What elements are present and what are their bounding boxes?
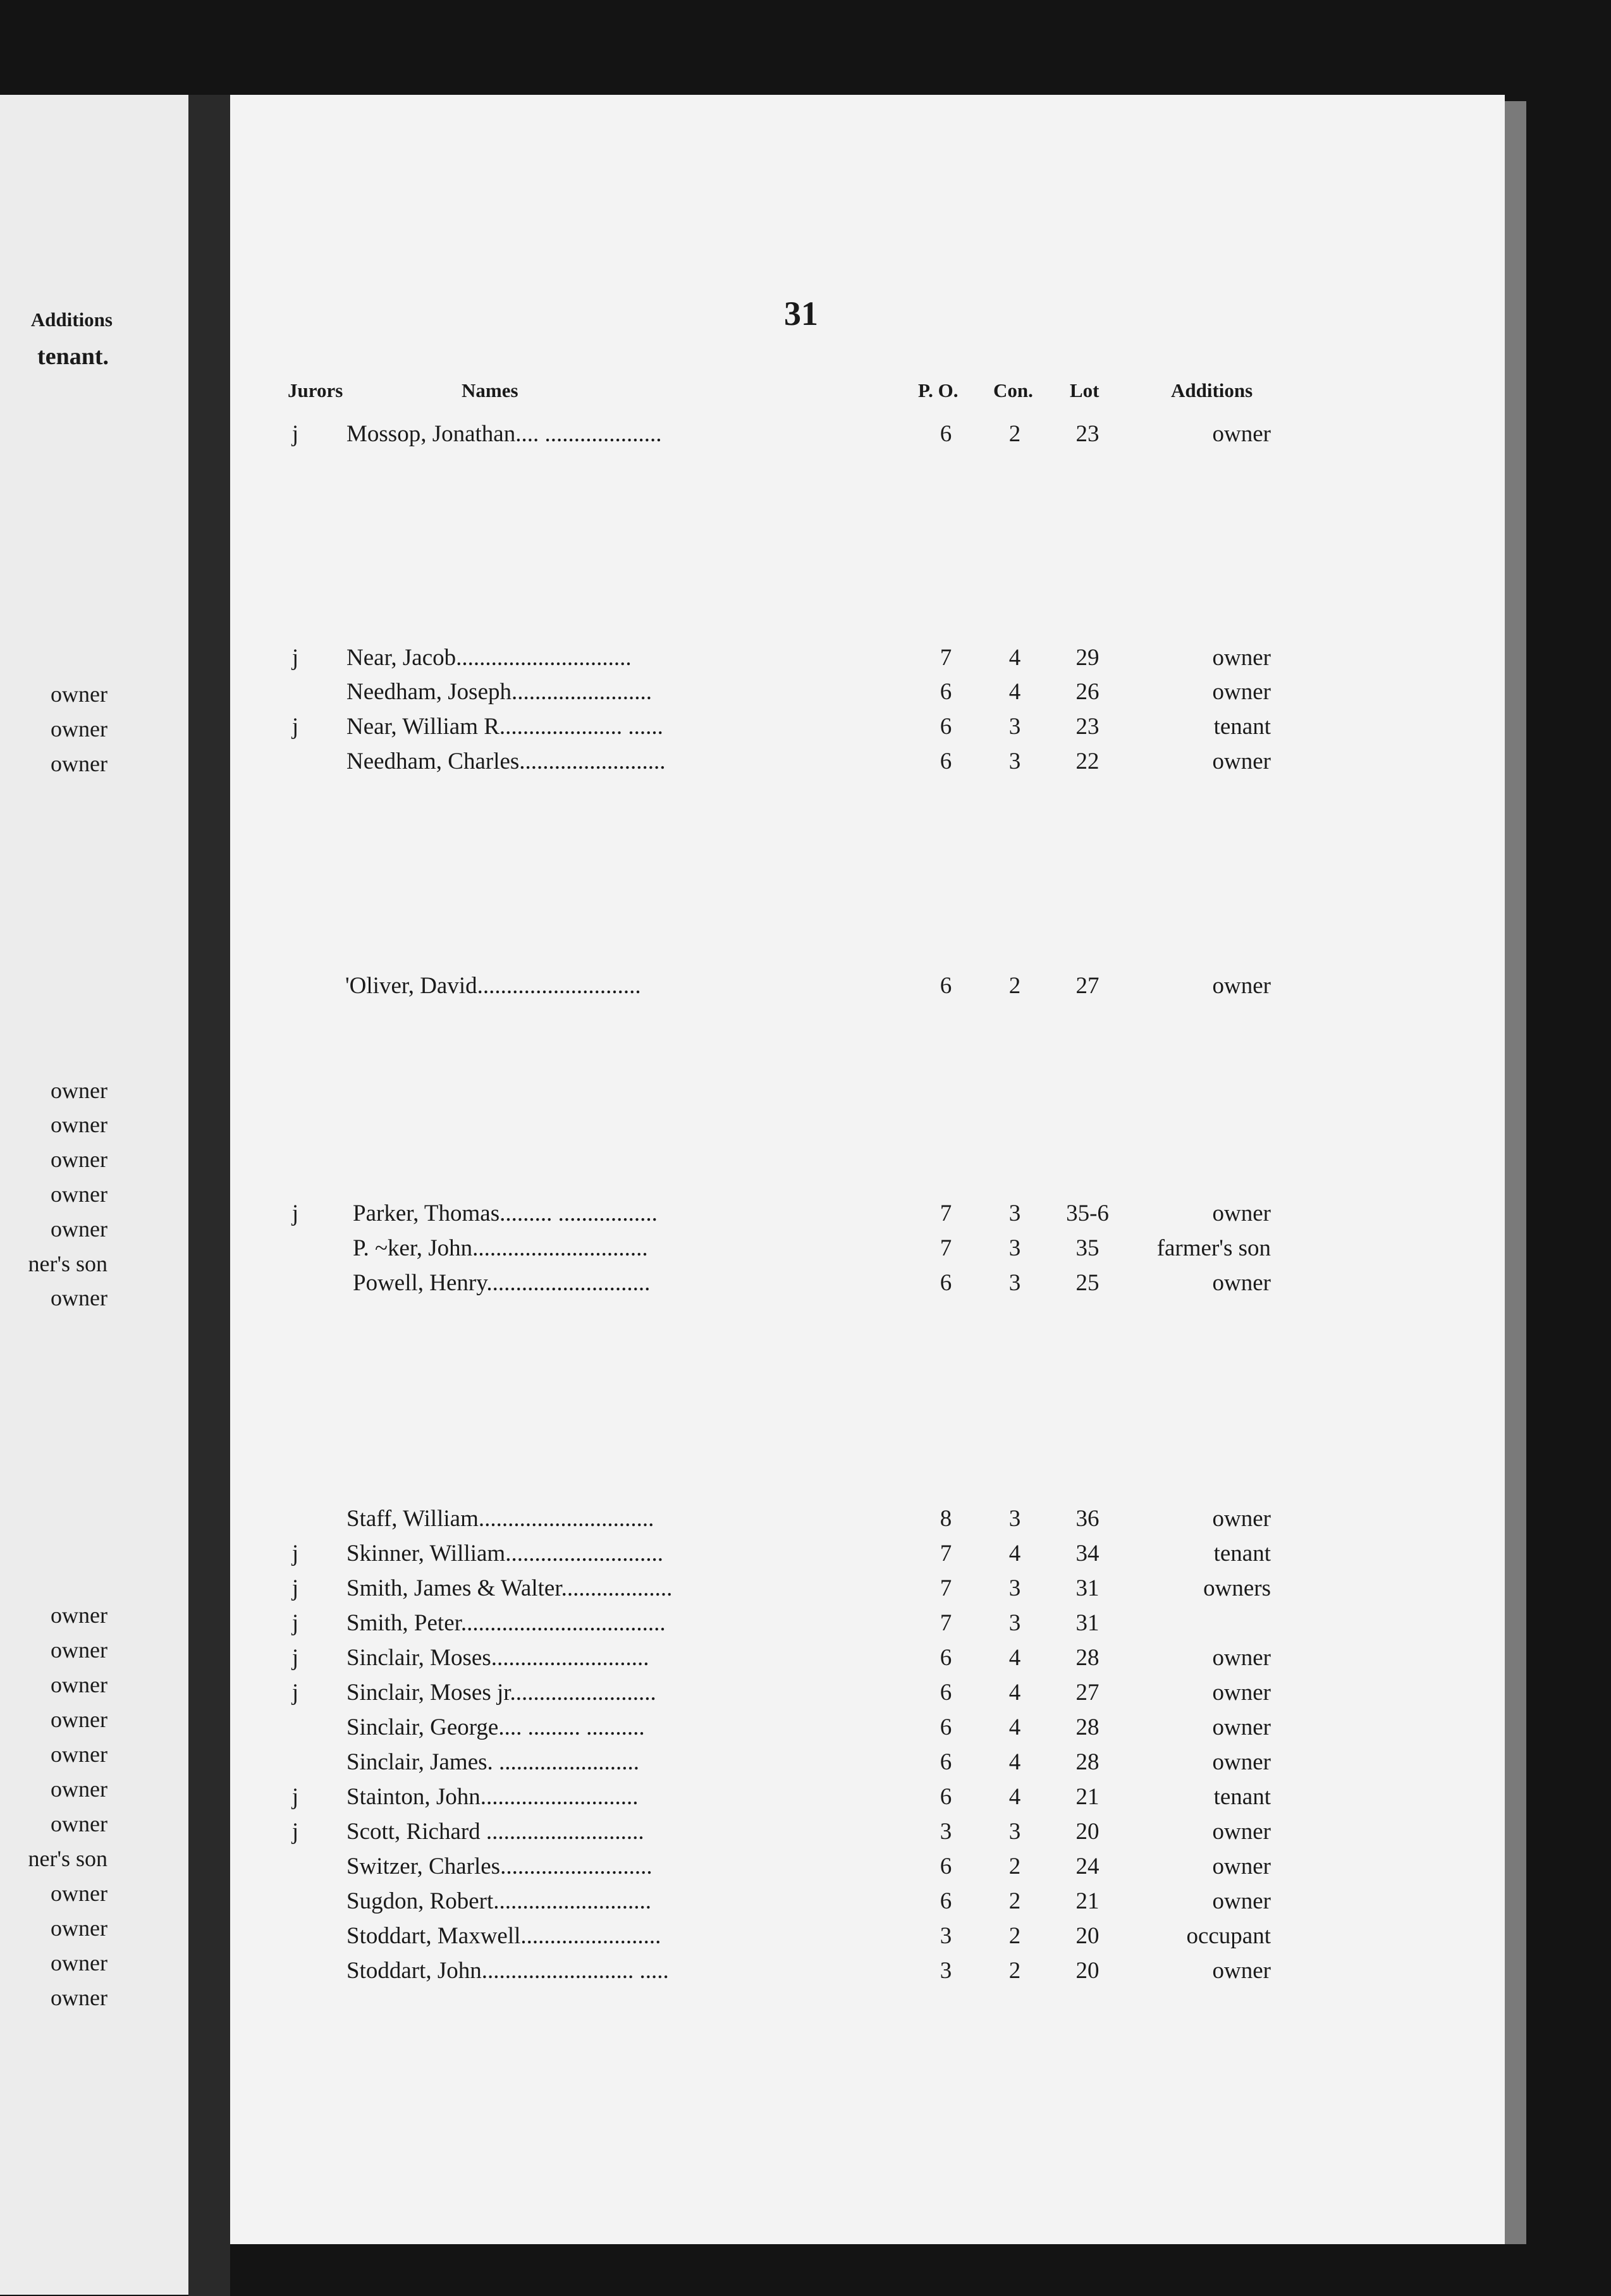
left-page-entry: owner [51, 1078, 107, 1103]
concession: 4 [1008, 1680, 1021, 1706]
left-page-entry: owner [51, 1811, 107, 1836]
post-office: 7 [940, 1541, 952, 1566]
juror-mark: j [291, 1575, 299, 1601]
left-page-entry: owner [51, 1216, 107, 1242]
left-page-entry: owner [51, 1915, 107, 1941]
lot-number: 31 [1075, 1610, 1100, 1636]
juror-name: Staff, William.............................. [346, 1506, 654, 1532]
concession: 4 [1008, 679, 1021, 705]
juror-name: Sinclair, James. ........................ [346, 1749, 640, 1775]
addition-status: owner [1212, 748, 1271, 774]
juror-name: 'Oliver, David............................ [345, 973, 641, 999]
concession: 4 [1008, 1749, 1021, 1775]
juror-mark: j [291, 645, 299, 671]
concession: 4 [1008, 1645, 1021, 1671]
addition-status: owner [1212, 1749, 1271, 1775]
table-row [0, 1198, 1611, 1230]
table-row [0, 1747, 1611, 1778]
post-office: 6 [940, 1853, 952, 1879]
addition-status: owner [1212, 645, 1271, 671]
addition-status: tenant [1213, 1541, 1271, 1566]
concession: 2 [1008, 1923, 1021, 1949]
juror-mark: j [291, 1784, 299, 1810]
lot-number: 24 [1075, 1853, 1100, 1879]
juror-name: Stoddart, Maxwell........................ [346, 1923, 661, 1949]
lot-number: 20 [1075, 1923, 1100, 1949]
juror-mark: j [291, 1610, 299, 1636]
addition-status: owner [1212, 1958, 1271, 1984]
table-row [0, 1781, 1611, 1813]
juror-mark: j [291, 1645, 299, 1671]
lot-number: 34 [1075, 1541, 1100, 1566]
addition-status: owner [1212, 973, 1271, 999]
addition-status: occupant [1186, 1923, 1271, 1949]
juror-name: Sinclair, Moses jr......................... [346, 1680, 656, 1706]
left-page-entry: owner [51, 751, 107, 776]
post-office: 7 [940, 645, 952, 671]
concession: 3 [1008, 1235, 1021, 1261]
concession: 3 [1008, 1270, 1021, 1296]
juror-name: Needham, Charles......................... [346, 748, 666, 774]
juror-name: Switzer, Charles.......................... [346, 1853, 652, 1879]
lot-number: 35 [1075, 1235, 1100, 1261]
juror-name: Smith, Peter................................... [346, 1610, 666, 1636]
table-row [0, 1642, 1611, 1674]
left-page-entry: ner's son [28, 1251, 107, 1276]
table-row [0, 1608, 1611, 1639]
addition-status: owner [1212, 1853, 1271, 1879]
post-office: 6 [940, 973, 952, 999]
lot-number: 28 [1075, 1749, 1100, 1775]
lot-number: 20 [1075, 1819, 1100, 1845]
juror-name: Sinclair, George.... ......... .......... [346, 1714, 645, 1740]
concession: 2 [1008, 1888, 1021, 1914]
lot-number: 26 [1075, 679, 1100, 705]
juror-name: Sugdon, Robert........................... [346, 1888, 652, 1914]
left-page-entry: owner [51, 716, 107, 742]
concession: 2 [1008, 1853, 1021, 1879]
concession: 4 [1008, 1541, 1021, 1566]
addition-status: tenant [1213, 714, 1271, 740]
header-jurors: Jurors [288, 379, 343, 401]
left-page-entry: ner's son [28, 1846, 107, 1871]
post-office: 7 [940, 1235, 952, 1261]
juror-name: Mossop, Jonathan.... .................... [346, 421, 662, 447]
post-office: 6 [940, 1749, 952, 1775]
table-row [0, 1573, 1611, 1604]
left-page-entry: owner [51, 1112, 107, 1137]
table-row [0, 711, 1611, 743]
table-row [0, 642, 1611, 674]
post-office: 6 [940, 714, 952, 740]
lot-number: 22 [1075, 748, 1100, 774]
post-office: 6 [940, 421, 952, 447]
lot-number: 27 [1075, 1680, 1100, 1706]
addition-status: tenant [1213, 1784, 1271, 1810]
concession: 3 [1008, 1610, 1021, 1636]
lot-number: 21 [1075, 1888, 1100, 1914]
left-page-entry: owner [51, 1707, 107, 1732]
left-page-entry: owner [51, 1637, 107, 1663]
left-page-entry: owner [51, 1182, 107, 1207]
left-page-entry: owner [51, 1742, 107, 1767]
left-page-entry: owner [51, 1285, 107, 1310]
concession: 3 [1008, 1200, 1021, 1226]
addition-status: owner [1212, 679, 1271, 705]
concession: 2 [1008, 421, 1021, 447]
addition-status: owner [1212, 421, 1271, 447]
left-page-entry: owner [51, 1147, 107, 1172]
lot-number: 29 [1075, 645, 1100, 671]
lot-number: 27 [1075, 973, 1100, 999]
concession: 3 [1008, 1575, 1021, 1601]
table-row [0, 1851, 1611, 1883]
table-row [0, 1503, 1611, 1535]
post-office: 6 [940, 1888, 952, 1914]
post-office: 6 [940, 1680, 952, 1706]
header-names: Names [462, 379, 518, 401]
concession: 3 [1008, 1819, 1021, 1845]
addition-status: owners [1203, 1575, 1271, 1601]
post-office: 3 [940, 1819, 952, 1845]
left-page-entry: owner [51, 1985, 107, 2010]
addition-status: owner [1212, 1680, 1271, 1706]
juror-mark: j [291, 1819, 299, 1845]
concession: 4 [1008, 1784, 1021, 1810]
table-row [0, 1538, 1611, 1570]
post-office: 6 [940, 1645, 952, 1671]
table-row [0, 1267, 1611, 1299]
post-office: 7 [940, 1200, 952, 1226]
juror-mark: j [291, 1541, 299, 1566]
left-page-header: Additions [30, 308, 113, 331]
juror-name: Near, Jacob.............................. [346, 645, 632, 671]
post-office: 6 [940, 748, 952, 774]
concession: 3 [1008, 714, 1021, 740]
lot-number: 25 [1075, 1270, 1100, 1296]
juror-name: Powell, Henry............................ [353, 1270, 651, 1296]
table-row [0, 1816, 1611, 1848]
addition-status: owner [1212, 1645, 1271, 1671]
table-row [0, 1677, 1611, 1709]
left-page-entry: owner [51, 1603, 107, 1628]
concession: 4 [1008, 1714, 1021, 1740]
post-office: 8 [940, 1506, 952, 1532]
juror-mark: j [291, 1680, 299, 1706]
left-page-entry: owner [51, 1881, 107, 1906]
table-row [0, 1233, 1611, 1264]
juror-mark: j [291, 714, 299, 740]
table-row [0, 676, 1611, 708]
juror-name: Sinclair, Moses........................... [346, 1645, 649, 1671]
post-office: 6 [940, 1714, 952, 1740]
header-additions: Additions [1171, 379, 1253, 401]
lot-number: 28 [1075, 1714, 1100, 1740]
juror-name: Scott, Richard ........................... [346, 1819, 644, 1845]
post-office: 7 [940, 1610, 952, 1636]
header-lot: Lot [1070, 379, 1100, 401]
juror-name: P. ~ker, John.............................. [353, 1235, 648, 1261]
addition-status: owner [1212, 1270, 1271, 1296]
concession: 3 [1008, 748, 1021, 774]
post-office: 6 [940, 679, 952, 705]
juror-name: Stainton, John........................... [346, 1784, 639, 1810]
post-office: 3 [940, 1958, 952, 1984]
left-page-entry: owner [51, 1950, 107, 1975]
header-con: Con. [993, 379, 1033, 401]
juror-name: Near, William R..................... ...... [346, 714, 663, 740]
table-row [0, 1712, 1611, 1743]
table-row [0, 418, 1611, 450]
juror-name: Stoddart, John.......................... ..... [346, 1958, 669, 1984]
juror-name: Parker, Thomas......... ................. [353, 1200, 658, 1226]
lot-number: 31 [1075, 1575, 1100, 1601]
left-page-entry: tenant. [37, 343, 109, 370]
post-office: 6 [940, 1270, 952, 1296]
juror-name: Skinner, William........................... [346, 1541, 663, 1566]
lot-number: 21 [1075, 1784, 1100, 1810]
left-page-entry: owner [51, 1776, 107, 1802]
lot-number: 36 [1075, 1506, 1100, 1532]
lot-number: 35-6 [1066, 1200, 1109, 1226]
juror-name: Smith, James & Walter................... [346, 1575, 673, 1601]
addition-status: owner [1212, 1888, 1271, 1914]
concession: 4 [1008, 645, 1021, 671]
table-row [0, 1955, 1611, 1987]
lot-number: 23 [1075, 714, 1100, 740]
post-office: 3 [940, 1923, 952, 1949]
left-page-entry: owner [51, 1672, 107, 1697]
addition-status: farmer's son [1156, 1235, 1271, 1261]
addition-status: owner [1212, 1819, 1271, 1845]
table-row [0, 746, 1611, 778]
post-office: 6 [940, 1784, 952, 1810]
addition-status: owner [1212, 1714, 1271, 1740]
concession: 3 [1008, 1506, 1021, 1532]
lot-number: 23 [1075, 421, 1100, 447]
juror-name: Needham, Joseph........................ [346, 679, 652, 705]
header-po: P. O. [918, 379, 959, 401]
table-row [0, 970, 1611, 1002]
lot-number: 20 [1075, 1958, 1100, 1984]
table-row [0, 1886, 1611, 1917]
post-office: 7 [940, 1575, 952, 1601]
juror-mark: j [291, 1200, 299, 1226]
addition-status: owner [1212, 1200, 1271, 1226]
addition-status: owner [1212, 1506, 1271, 1532]
table-row [0, 1920, 1611, 1952]
lot-number: 28 [1075, 1645, 1100, 1671]
concession: 2 [1008, 973, 1021, 999]
juror-mark: j [291, 421, 299, 447]
concession: 2 [1008, 1958, 1021, 1984]
left-page-entry: owner [51, 681, 107, 707]
